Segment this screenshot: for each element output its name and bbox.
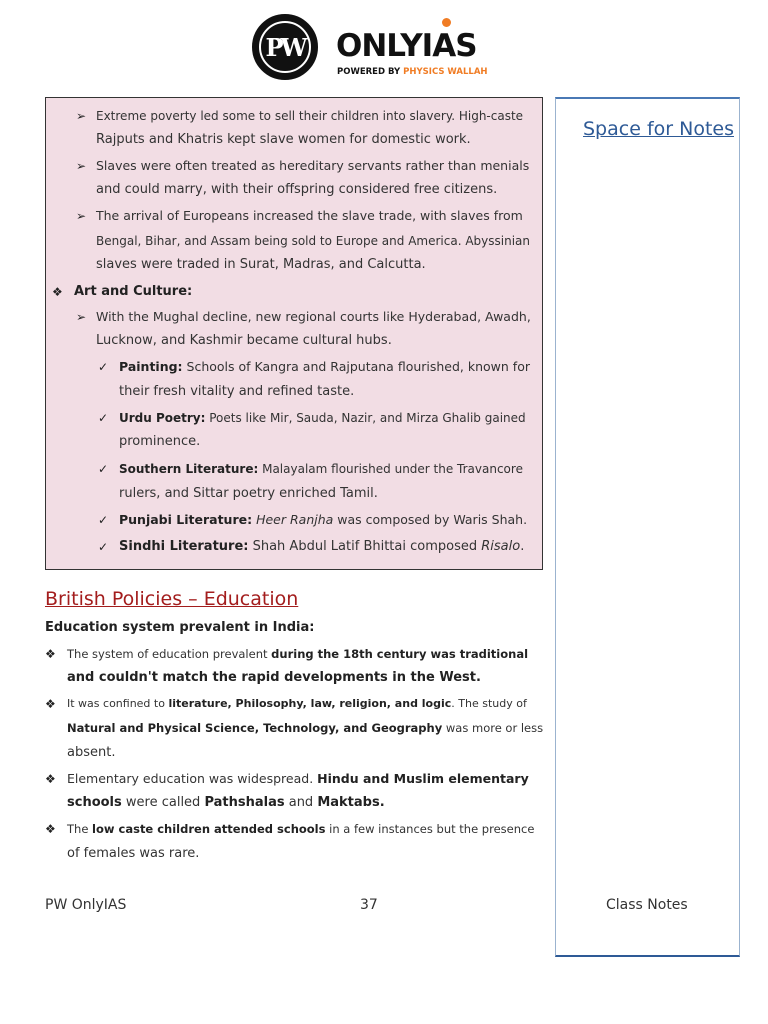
arrow-icon: ➢ bbox=[76, 209, 87, 223]
education-line: Elementary education was widespread. Hindu and Muslim elementary bbox=[67, 771, 529, 786]
southern-item: Southern Literature: Malayalam flourished under the Travancore bbox=[119, 462, 523, 476]
arrow-icon: ➢ bbox=[76, 310, 87, 324]
brand-dot-icon bbox=[442, 18, 451, 27]
painting-item: Painting: Schools of Kangra and Rajputana flourished, known for bbox=[119, 359, 530, 374]
box-line: rulers, and Sittar poetry enriched Tamil. bbox=[119, 486, 378, 501]
diamond-icon: ❖ bbox=[52, 285, 63, 299]
box-line: With the Mughal decline, new regional courts like Hyderabad, Awadh, bbox=[96, 309, 531, 324]
section-title: British Policies – Education bbox=[45, 588, 299, 610]
arrow-icon: ➢ bbox=[76, 159, 87, 173]
urdu-item: Urdu Poetry: Poets like Mir, Sauda, Nazir, and Mirza Ghalib gained bbox=[119, 411, 526, 425]
subheading: Education system prevalent in India: bbox=[45, 620, 315, 635]
box-line: Bengal, Bihar, and Assam being sold to Europe and America. Abyssinian bbox=[96, 234, 530, 248]
footer-right: Class Notes bbox=[606, 897, 688, 913]
education-line: The system of education prevalent during the 18th century was traditional bbox=[67, 647, 529, 661]
box-line: Slaves were often treated as hereditary servants rather than menials bbox=[96, 158, 530, 173]
box-line: Lucknow, and Kashmir became cultural hubs. bbox=[96, 333, 392, 348]
box-line: Extreme poverty led some to sell their children into slavery. High-caste bbox=[96, 109, 524, 123]
education-line: It was confined to literature, Philosophy, law, religion, and logic. The study of bbox=[67, 697, 527, 710]
diamond-icon: ❖ bbox=[45, 822, 56, 836]
education-line: schools were called Pathshalas and Maktabs. bbox=[67, 795, 385, 810]
check-icon: ✓ bbox=[98, 513, 109, 527]
diamond-icon: ❖ bbox=[45, 697, 56, 711]
education-line: and couldn't match the rapid developments in the West. bbox=[67, 670, 481, 685]
check-icon: ✓ bbox=[98, 411, 109, 425]
sindhi-item: Sindhi Literature: Shah Abdul Latif Bhittai composed Risalo. bbox=[119, 539, 525, 554]
box-line: The arrival of Europeans increased the slave trade, with slaves from bbox=[96, 208, 523, 223]
box-line: prominence. bbox=[119, 434, 201, 449]
box-line: Rajputs and Khatris kept slave women for domestic work. bbox=[96, 132, 471, 147]
education-line: The low caste children attended schools in a few instances but the presence bbox=[67, 822, 535, 836]
page-number: 37 bbox=[360, 897, 378, 913]
box-line: and could marry, with their offspring considered free citizens. bbox=[96, 182, 498, 197]
art-culture-heading: Art and Culture: bbox=[74, 284, 193, 299]
page-header bbox=[252, 14, 522, 86]
check-icon: ✓ bbox=[98, 360, 109, 374]
education-line: of females was rare. bbox=[67, 846, 200, 861]
powered-by: POWERED BY PHYSICS WALLAH bbox=[337, 67, 488, 77]
footer-left: PW OnlyIAS bbox=[45, 897, 127, 913]
diamond-icon: ❖ bbox=[45, 647, 56, 661]
arrow-icon: ➢ bbox=[76, 109, 87, 123]
check-icon: ✓ bbox=[98, 462, 109, 476]
notes-column bbox=[555, 97, 740, 957]
box-line: their fresh vitality and refined taste. bbox=[119, 384, 355, 399]
punjabi-item: Punjabi Literature: Heer Ranjha was composed by Waris Shah. bbox=[119, 512, 528, 527]
education-line: absent. bbox=[67, 745, 116, 760]
onlyias-brand: ONLYIAS bbox=[336, 28, 477, 64]
education-line: Natural and Physical Science, Technology, and Geography was more or less bbox=[67, 721, 544, 735]
diamond-icon: ❖ bbox=[45, 772, 56, 786]
box-line: slaves were traded in Surat, Madras, and Calcutta. bbox=[96, 257, 426, 272]
check-icon: ✓ bbox=[98, 540, 109, 554]
pw-logo: PW bbox=[252, 14, 318, 80]
notes-title: Space for Notes bbox=[583, 118, 734, 140]
